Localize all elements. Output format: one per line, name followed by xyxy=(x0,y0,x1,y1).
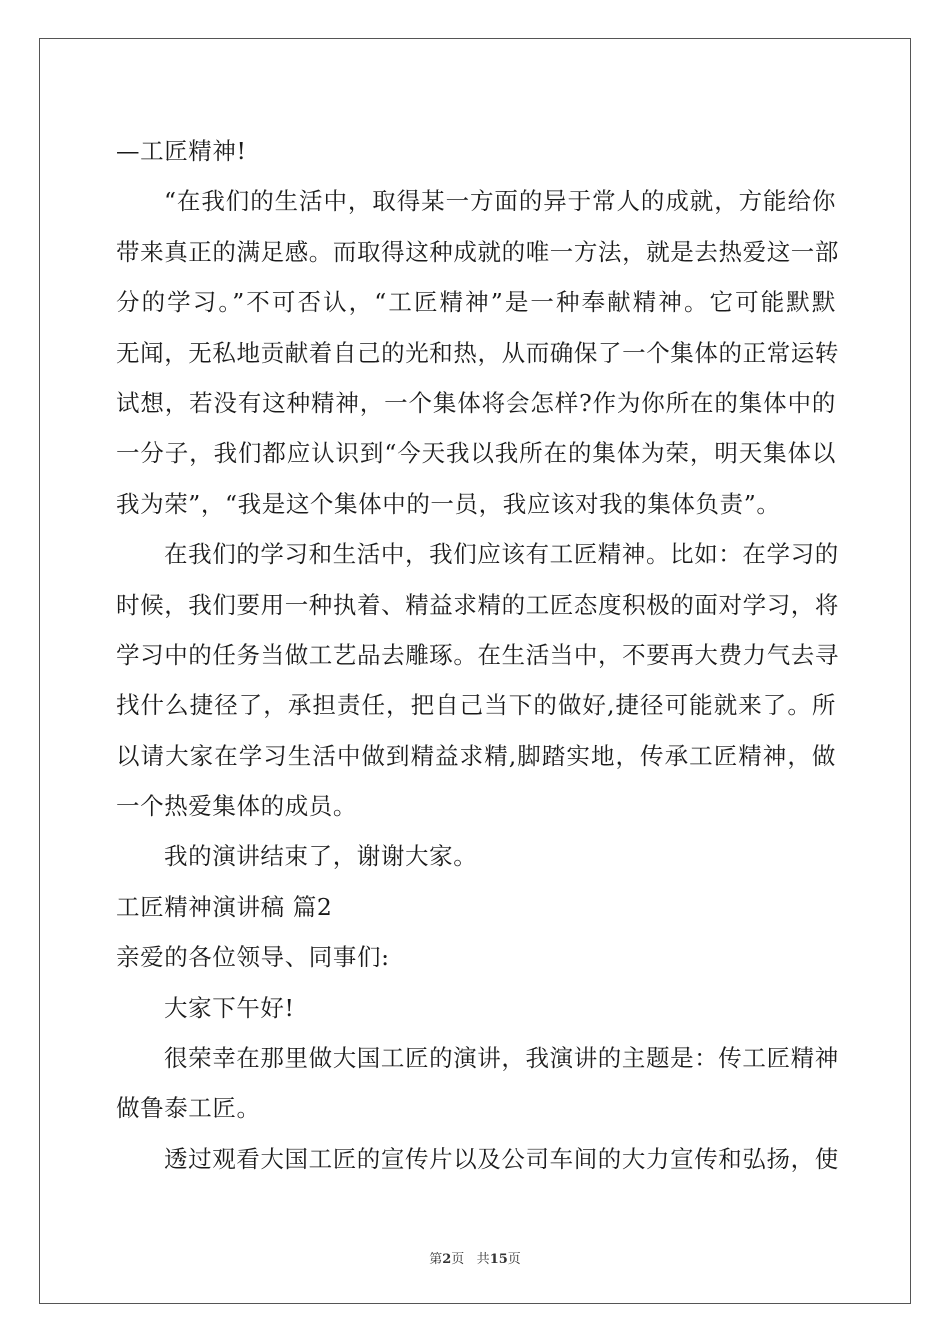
page-number: 2 xyxy=(442,1252,452,1267)
text-line: 找什么捷径了，承担责任，把自己当下的做好,捷径可能就来了。所 xyxy=(116,691,836,720)
paragraph-first-line: 很荣幸在那里做大国工匠的演讲，我演讲的主题是：传工匠精神 xyxy=(164,1044,839,1073)
page-prefix: 第 xyxy=(429,1252,443,1267)
text-line: 一个热爱集体的成员。 xyxy=(116,792,357,821)
text-line: 分的学习。”不可否认，“工匠精神”是一种奉献精神。它可能默默 xyxy=(116,288,836,317)
page-suffix: 页 xyxy=(451,1252,465,1267)
paragraph-first-line: 透过观看大国工匠的宣传片以及公司车间的大力宣传和弘扬，使 xyxy=(164,1144,839,1173)
text-line: 时候，我们要用一种执着、精益求精的工匠态度积极的面对学习，将 xyxy=(116,590,839,619)
text-line: 做鲁泰工匠。 xyxy=(116,1094,261,1123)
text-line: 带来真正的满足感。而取得这种成就的唯一方法，就是去热爱这一部 xyxy=(116,237,839,266)
text-line: 试想，若没有这种精神，一个集体将会怎样?作为你所在的集体中的 xyxy=(116,388,836,417)
text-line: 学习中的任务当做工艺品去雕琢。在生活当中，不要再大费力气去寻 xyxy=(116,640,839,669)
section-heading: 工匠精神演讲稿 篇2 xyxy=(116,892,333,921)
text-line: 我为荣”，“我是这个集体中的一员，我应该对我的集体负责”。 xyxy=(116,489,781,518)
paragraph-first-line: 我的演讲结束了，谢谢大家。 xyxy=(164,842,478,871)
greeting: 大家下午好! xyxy=(164,993,295,1022)
text-line: 以请大家在学习生活中做到精益求精,脚踏实地，传承工匠精神，做 xyxy=(116,741,836,770)
total-pages: 15 xyxy=(489,1252,508,1267)
paragraph-first-line: 在我们的学习和生活中，我们应该有工匠精神。比如：在学习的 xyxy=(164,540,839,569)
text-line: —工匠精神! xyxy=(116,137,247,165)
text-line: 一分子，我们都应认识到“今天我以我所在的集体为荣，明天集体以 xyxy=(116,439,836,468)
salutation: 亲爱的各位领导、同事们: xyxy=(116,943,390,972)
total-suffix: 页 xyxy=(507,1252,521,1267)
document-body xyxy=(116,126,839,1184)
text-line: 无闻，无私地贡献着自己的光和热，从而确保了一个集体的正常运转 xyxy=(116,338,839,367)
page-footer xyxy=(0,1248,950,1267)
total-prefix: 共 xyxy=(476,1252,490,1267)
paragraph-first-line: “在我们的生活中，取得某一方面的异于常人的成就，方能给你 xyxy=(164,187,836,216)
